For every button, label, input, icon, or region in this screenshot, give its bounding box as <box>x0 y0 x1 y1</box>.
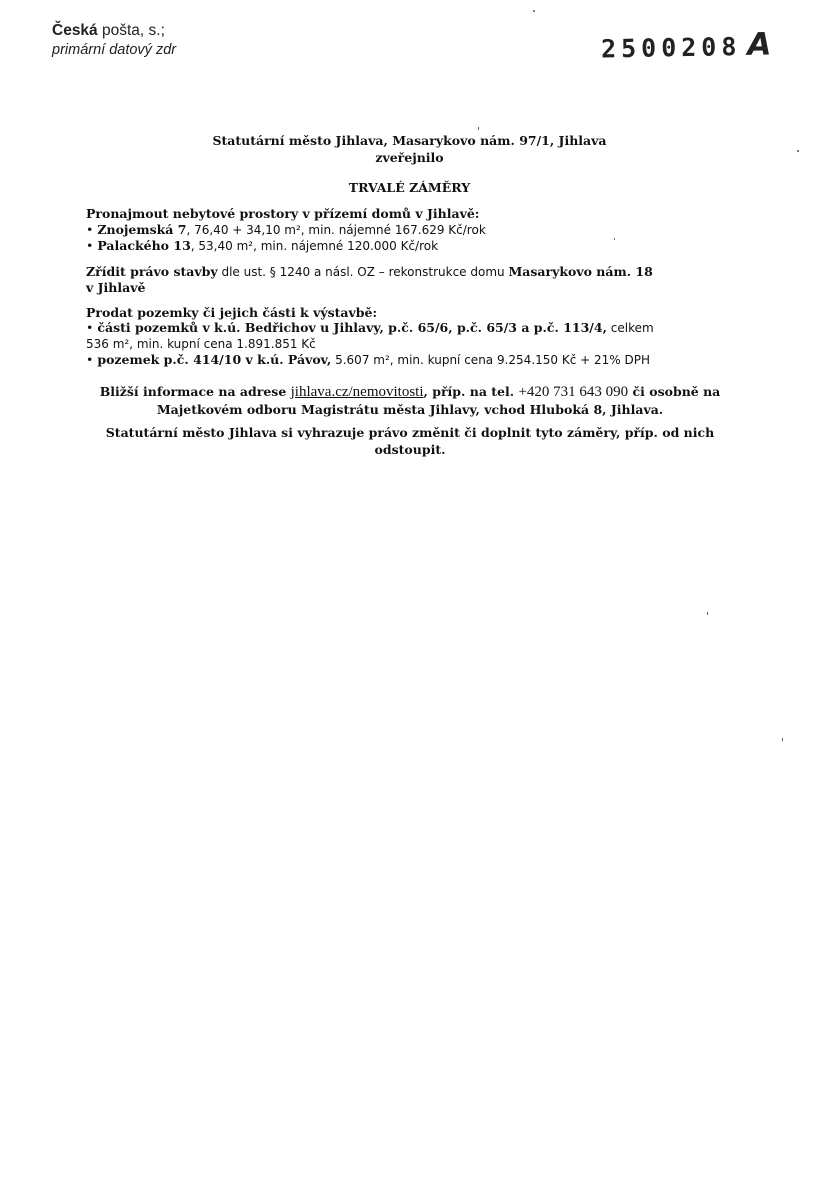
disclaimer-line-1: Statutární město Jihlava si vyhrazuje právo změnit či doplnit tyto záměry, příp. od nich <box>105 425 715 440</box>
phone-number: +420 731 643 090 <box>518 384 629 400</box>
contact-info <box>80 383 740 418</box>
bullet: • <box>86 352 94 367</box>
bullet: • <box>86 320 94 335</box>
building-right-text: dle ust. § 1240 a násl. OZ – rekonstrukce domu <box>217 264 509 279</box>
sale-item-details-continued: 536 m², min. kupní cena 1.891.851 Kč <box>86 336 316 351</box>
registration-digits: 2500208 <box>600 32 742 64</box>
registration-suffix: A <box>746 26 772 63</box>
scan-speck <box>533 10 535 12</box>
rental-item <box>86 222 732 239</box>
disclaimer-line-2: odstoupit. <box>374 442 446 457</box>
disclaimer <box>80 424 740 458</box>
bullet: • <box>86 238 94 253</box>
scan-speck <box>782 738 783 741</box>
rental-heading: Pronajmout nebytové prostory v přízemí domů v Jihlavě: <box>86 206 480 221</box>
sale-item-title: části pozemků v k.ú. Bedřichov u Jihlavy, p.č. 65/6, p.č. 65/3 a p.č. 113/4, <box>97 320 607 335</box>
rental-item-name: Znojemská 7 <box>97 221 187 237</box>
building-right-address: Masarykovo nám. 18 <box>508 263 653 279</box>
section-title: TRVALÉ ZÁMĚRY <box>348 180 471 195</box>
registration-number <box>600 27 771 66</box>
website-link[interactable]: jihlava.cz/nemovitosti <box>290 384 424 400</box>
contact-prefix: Bližší informace na adrese <box>99 384 291 399</box>
rental-item-details: , 76,40 + 34,10 m², min. nájemné 167.629 Kč/rok <box>186 222 486 237</box>
sale-item-details: celkem <box>606 321 654 335</box>
intentions-content <box>86 206 732 378</box>
document-header <box>0 132 819 166</box>
contact-line-2: Majetkovém odboru Magistrátu města Jihlavy, vchod Hluboká 8, Jihlava. <box>156 402 664 417</box>
building-right-lead: Zřídit právo stavby <box>86 263 218 279</box>
contact-suffix: či osobně na <box>628 384 721 399</box>
rental-item <box>86 238 732 255</box>
building-right-line-1 <box>86 264 732 281</box>
header-published: zveřejnilo <box>375 150 444 165</box>
rental-item-name: Palackého 13 <box>97 238 191 253</box>
bullet: • <box>86 221 94 237</box>
rental-item-details: , 53,40 m², min. nájemné 120.000 Kč/rok <box>190 239 439 253</box>
sale-item-title: pozemek p.č. 414/10 v k.ú. Pávov, <box>97 352 332 367</box>
scan-speck <box>478 127 479 130</box>
sale-item <box>86 320 732 337</box>
stamp-line-2: primární datový zdr <box>52 41 177 58</box>
scan-speck <box>707 612 708 615</box>
header-issuer: Statutární město Jihlava, Masarykovo nám. 97/1, Jihlava <box>212 133 607 148</box>
sale-section <box>86 305 732 369</box>
sale-heading: Prodat pozemky či jejich části k výstavbě: <box>86 304 378 320</box>
stamp-brand: Česká <box>52 22 98 39</box>
rental-section <box>86 206 732 255</box>
building-right-section <box>86 264 732 296</box>
sale-item-details: 5.607 m², min. kupní cena 9.254.150 Kč + 21% DPH <box>331 353 650 367</box>
stamp-line-1 <box>52 22 176 41</box>
contact-mid: , příp. na tel. <box>423 384 519 399</box>
building-right-line-2: v Jihlavě <box>86 280 146 295</box>
stamp-brand-rest: pošta, s.; <box>97 22 165 39</box>
postal-stamp <box>52 22 176 59</box>
contact-line-1 <box>80 383 740 401</box>
sale-item <box>86 352 732 369</box>
